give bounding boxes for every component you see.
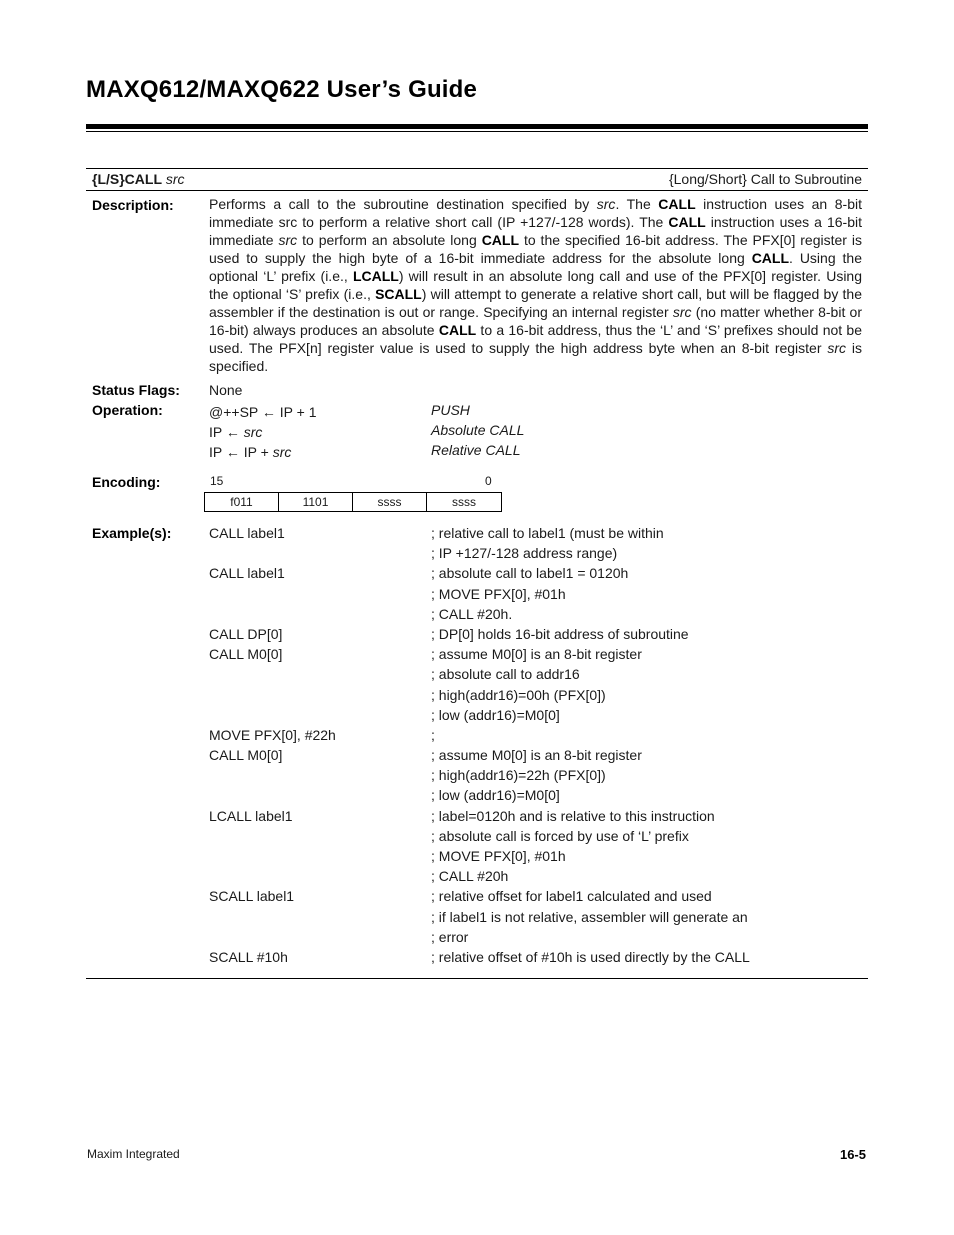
example-code bbox=[209, 604, 431, 624]
example-row bbox=[209, 624, 869, 644]
desc-text: ) will result in an absolute long call and use of the PFX[0] register. Using the optional ‘S’ prefix (i.e., bbox=[209, 268, 862, 302]
operation-expr-italic: src bbox=[272, 444, 292, 460]
instruction-mnemonic: {L/S}CALL bbox=[92, 171, 162, 187]
example-row bbox=[209, 543, 869, 563]
desc-text: to the specified 16-bit address. The PFX[0] register is used to supply the high byte of a 16-bit immediate address for the absolute long bbox=[209, 232, 862, 266]
instruction-syntax bbox=[92, 171, 185, 187]
encoding-lsb: 0 bbox=[485, 474, 492, 488]
example-row bbox=[209, 947, 869, 967]
desc-text: . Using the optional ‘L’ prefix (i.e., bbox=[209, 250, 862, 284]
example-comment: ; CALL #20h. bbox=[431, 605, 513, 622]
example-comment: ; bbox=[431, 726, 435, 743]
operation-expr-text: @++SP ← IP + 1 bbox=[209, 404, 317, 420]
operation-note-1: PUSH bbox=[431, 402, 470, 418]
example-comment: ; label=0120h and is relative to this instruction bbox=[431, 807, 715, 824]
operation-label: Operation: bbox=[92, 402, 163, 418]
example-code bbox=[209, 866, 431, 886]
desc-italic: src bbox=[672, 304, 692, 320]
desc-italic: src bbox=[827, 340, 847, 356]
example-code bbox=[209, 584, 431, 604]
desc-bold: CALL bbox=[668, 214, 706, 230]
example-row bbox=[209, 846, 869, 866]
page-title: MAXQ612/MAXQ622 User’s Guide bbox=[86, 76, 478, 103]
desc-bold: CALL bbox=[438, 322, 477, 338]
desc-bold: LCALL bbox=[352, 268, 399, 284]
example-comment: ; DP[0] holds 16-bit address of subroutine bbox=[431, 625, 689, 642]
example-row bbox=[209, 604, 869, 624]
example-row bbox=[209, 523, 869, 543]
operation-expr-1 bbox=[209, 402, 316, 422]
description-text bbox=[209, 195, 862, 375]
desc-bold: CALL bbox=[658, 196, 696, 212]
encoding-field: ssss bbox=[353, 493, 427, 511]
example-row bbox=[209, 725, 869, 745]
desc-bold: CALL bbox=[751, 250, 790, 266]
example-comment: ; low (addr16)=M0[0] bbox=[431, 706, 560, 723]
example-code bbox=[209, 785, 431, 805]
example-comment: ; CALL #20h bbox=[431, 868, 509, 885]
status-flags-label: Status Flags: bbox=[92, 382, 180, 398]
example-code: SCALL #10h bbox=[209, 948, 288, 965]
example-row bbox=[209, 705, 869, 725]
example-code: CALL M0[0] bbox=[209, 747, 283, 764]
operation-expr-italic: src bbox=[243, 424, 263, 440]
desc-italic: src bbox=[278, 232, 298, 248]
example-comment: ; absolute call is forced by use of ‘L’ prefix bbox=[431, 827, 689, 844]
operation-expr-3 bbox=[209, 442, 291, 462]
title-rule-thin bbox=[86, 131, 868, 132]
examples-label: Example(s): bbox=[92, 525, 172, 541]
example-comment: ; relative offset of #10h is used directly by the CALL bbox=[431, 948, 750, 965]
operation-expr-2 bbox=[209, 422, 262, 442]
example-code: CALL DP[0] bbox=[209, 625, 283, 642]
example-code: CALL label1 bbox=[209, 525, 285, 541]
instruction-bottom-rule bbox=[86, 978, 868, 979]
example-code bbox=[209, 543, 431, 563]
operation-expr-text: IP ← bbox=[209, 424, 244, 440]
example-code bbox=[209, 705, 431, 725]
operation-expr-text: IP ← IP + bbox=[209, 444, 273, 460]
description-label: Description: bbox=[92, 197, 174, 213]
example-comment: ; MOVE PFX[0], #01h bbox=[431, 585, 566, 602]
encoding-table bbox=[204, 492, 502, 512]
footer-company: Maxim Integrated bbox=[87, 1147, 180, 1161]
desc-text: (no matter whether 8-bit or 16-bit) always produces an absolute bbox=[209, 304, 862, 338]
instruction-top-rule bbox=[86, 168, 868, 169]
operation-note-3: Relative CALL bbox=[431, 442, 521, 458]
instruction-operand: src bbox=[165, 171, 185, 187]
desc-text: instruction uses a 16-bit immediate bbox=[209, 214, 862, 248]
status-flags-value: None bbox=[209, 382, 243, 398]
example-comment: ; assume M0[0] is an 8-bit register bbox=[431, 747, 642, 764]
example-comment: ; error bbox=[431, 928, 469, 945]
desc-bold: SCALL bbox=[375, 286, 422, 302]
example-row bbox=[209, 785, 869, 805]
example-row bbox=[209, 765, 869, 785]
example-row bbox=[209, 826, 869, 846]
example-comment: ; relative call to label1 (must be within bbox=[431, 525, 664, 541]
example-comment: ; high(addr16)=22h (PFX[0]) bbox=[431, 767, 606, 784]
examples-list bbox=[209, 523, 869, 967]
example-code: MOVE PFX[0], #22h bbox=[209, 726, 336, 743]
example-row bbox=[209, 685, 869, 705]
example-code bbox=[209, 685, 431, 705]
example-comment: ; if label1 is not relative, assembler will generate an bbox=[431, 908, 748, 925]
example-row bbox=[209, 563, 869, 583]
example-row bbox=[209, 745, 869, 765]
example-row bbox=[209, 664, 869, 684]
example-code bbox=[209, 927, 431, 947]
desc-text: . The bbox=[615, 196, 659, 212]
desc-text: Performs a call to the subroutine destination specified by bbox=[209, 196, 597, 212]
example-code bbox=[209, 664, 431, 684]
desc-bold: CALL bbox=[481, 232, 520, 248]
example-code: CALL M0[0] bbox=[209, 646, 283, 663]
operation-note-2: Absolute CALL bbox=[431, 422, 525, 438]
example-row bbox=[209, 927, 869, 947]
footer-page-number: 16-5 bbox=[839, 1147, 866, 1162]
example-comment: ; MOVE PFX[0], #01h bbox=[431, 848, 566, 864]
desc-text: ) will attempt to generate a relative short call, but will be flagged by the assembler if the destination is out or range. Specifying an internal register bbox=[209, 286, 862, 320]
instruction-header-rule bbox=[86, 190, 868, 191]
example-row bbox=[209, 806, 869, 826]
example-code bbox=[209, 765, 431, 785]
example-comment: ; relative offset for label1 calculated and used bbox=[431, 888, 712, 905]
example-comment: ; assume M0[0] is an 8-bit register bbox=[431, 646, 642, 663]
desc-text: to a 16-bit address, thus the ‘L’ and ‘S’ prefixes should not be used. The PFX[n] register value is used to supply the high address byte when an 8-bit register bbox=[209, 322, 862, 356]
desc-text: instruction uses an 8-bit immediate src to perform a relative short call (IP +127/-128 words). The bbox=[209, 196, 862, 230]
example-row bbox=[209, 886, 869, 906]
example-code bbox=[209, 907, 431, 927]
example-row bbox=[209, 644, 869, 664]
example-code: SCALL label1 bbox=[209, 888, 295, 905]
example-row bbox=[209, 866, 869, 886]
encoding-msb: 15 bbox=[210, 474, 224, 488]
example-code bbox=[209, 846, 431, 866]
encoding-field: f011 bbox=[205, 493, 279, 511]
example-code: CALL label1 bbox=[209, 565, 285, 582]
example-comment: ; high(addr16)=00h (PFX[0]) bbox=[431, 686, 606, 703]
encoding-label: Encoding: bbox=[92, 474, 161, 490]
example-row bbox=[209, 907, 869, 927]
instruction-full-name: {Long/Short} Call to Subroutine bbox=[668, 171, 862, 187]
example-code: LCALL label1 bbox=[209, 807, 293, 824]
desc-italic: src bbox=[596, 196, 616, 212]
example-comment: ; absolute call to addr16 bbox=[431, 666, 580, 683]
desc-text: to perform an absolute long bbox=[297, 232, 482, 248]
example-code bbox=[209, 826, 431, 846]
encoding-field: ssss bbox=[452, 495, 476, 509]
example-comment: ; IP +127/-128 address range) bbox=[431, 545, 618, 562]
example-row bbox=[209, 584, 869, 604]
title-rule-thick bbox=[86, 124, 868, 129]
example-comment: ; absolute call to label1 = 0120h bbox=[431, 565, 629, 582]
example-comment: ; low (addr16)=M0[0] bbox=[431, 787, 560, 804]
desc-text: is specified. bbox=[209, 340, 862, 374]
encoding-field: 1101 bbox=[279, 493, 353, 511]
